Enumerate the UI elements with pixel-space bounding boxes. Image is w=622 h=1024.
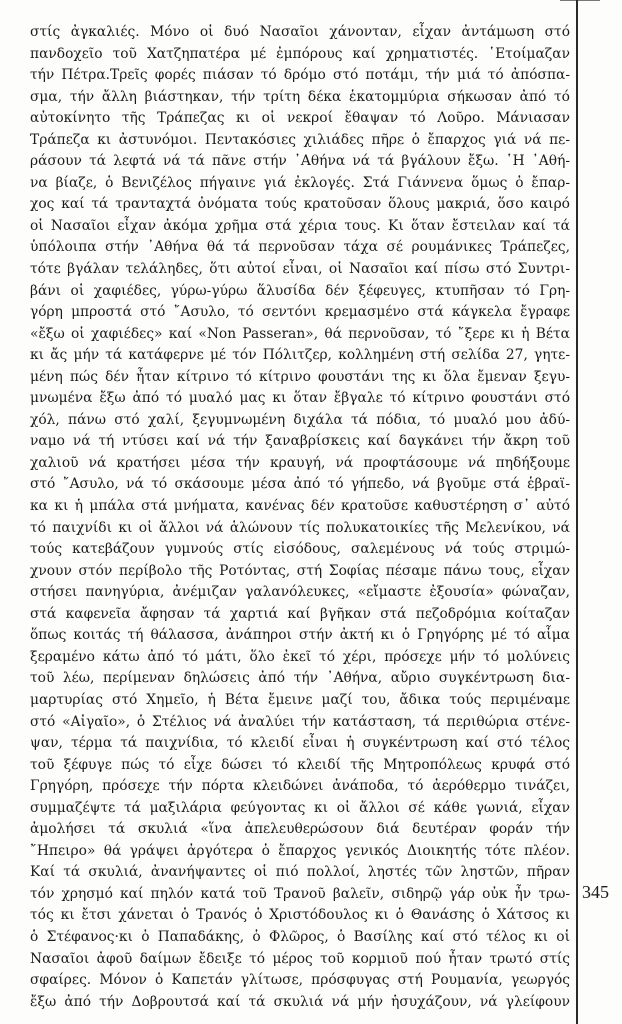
text-line: Γρηγόρη, πρόσεχε τήν πόρτα κλειδώνει ἀνάποδα, τό ἀερόθερμο τινάζει, bbox=[30, 778, 570, 795]
text-line: τό παιχνίδι κι οἱ ἄλλοι νά ἁλώνουν τίς πολυκατοικίες τῆς Μελενίκου, νά bbox=[30, 519, 570, 536]
text-line: τήν Πέτρα.Τρεῖς φορές πιάσαν τό δρόμο στό ποτάμι, τήν μιά τό ἀπόσπα- bbox=[30, 67, 570, 84]
body-text bbox=[30, 22, 570, 1013]
text-line: σμα, τήν ἄλλη βιάστηκαν, τήν τρίτη δέκα ἑκατομμύρια σήκωσαν ἀπό τό bbox=[30, 88, 570, 105]
text-line: στό «Αἰγαῖο», ὁ Στέλιος νά ἀναλύει τήν κατάσταση, τά περιθώρια στένε- bbox=[30, 713, 570, 730]
text-line: σφαίρες. Μόνον ὁ Καπετάν γλίτωσε, πρόσφυγας στή Ρουμανία, γεωργός bbox=[30, 972, 570, 989]
text-line: ψαν, τέρμα τά παιχνίδια, τό κλειδί εἶναι ἡ συγκέντρωση καί στό τέλος bbox=[30, 735, 570, 752]
text-line: ὁ Στέφανος·κι ὁ Παπαδάκης, ὁ Φλῶρος, ὁ Βασίλης καί στό τέλος κι οἱ bbox=[30, 928, 570, 945]
text-line: ὅπως κοιτάς τή θάλασσα, ἀνάπηροι στήν ἀκτή κι ὁ Γρηγόρης μέ τό αἷμα bbox=[30, 627, 570, 644]
text-line: χος καί τά τρανταχτά ὀνόματα τούς κρατοῦσαν ὅλους μακριά, ὅσο καιρό bbox=[30, 196, 570, 213]
text-line: στά καφενεῖα ἄφησαν τά χαρτιά καί βγῆκαν στά πεζοδρόμια κοίταζαν bbox=[30, 605, 570, 622]
text-line: «ἔξω οἱ χαφιέδες» καί «Non Passeran», θά περνοῦσαν, τό ῎ξερε κι ἡ Βέτα bbox=[30, 325, 570, 342]
text-line: Καί τά σκυλιά, ἀνανήψαντες οἱ πιό πολλοί, ληστές τῶν ληστῶν, πῆραν bbox=[30, 864, 570, 881]
text-line: τοῦ ξέφυγε πώς τό εἶχε δώσει τό κλειδί τῆς Μητροπόλεως κρυφά στό bbox=[30, 756, 570, 773]
text-line: τούς κατεβάζουν γυμνούς στίς εἰσόδους, σαλεμένους νά τούς στριμώ- bbox=[30, 541, 570, 558]
text-line: κι ἄς μήν τά κατάφερνε μέ τόν Πόλιτζερ, κολλημένη στή σελίδα 27, γητε- bbox=[30, 347, 570, 364]
text-line: πανδοχεῖο τοῦ Χατζηπατέρα μέ ἐμπόρους καί χρηματιστές. ῾Ετοίμαζαν bbox=[30, 45, 570, 62]
text-line: ὑπόλοιπα στήν ᾽Αθήνα θά τά περνοῦσαν τάχα σέ ρουμάνικες Τράπεζες, bbox=[30, 239, 570, 256]
text-line: τόν χρησμό καί πηλόν κατά τοῦ Τρανοῦ βαλεῖν, σιδηρῷ γάρ οὐκ ἦν τρω- bbox=[30, 885, 570, 902]
text-line: βάνι οἱ χαφιέδες, γύρω-γύρω ἅλυσίδα δέν ξέφευγες, κτυπῆσαν τό Γρη- bbox=[30, 282, 570, 299]
text-line: χνουν στόν περίβολο τῆς Ροτόντας, στή Σοφίας πέσαμε πάνω τους, εἶχαν bbox=[30, 562, 570, 579]
top-edge-rule bbox=[560, 0, 600, 1]
text-line: ῎Ηπειρο» θά γράψει ἀργότερα ὁ ἔπαρχος γενικός Διοικητής τότε πλέον. bbox=[30, 842, 570, 859]
text-line: να βίαζε, ὁ Βενιζέλος πήγαινε γιά ἐκλογές. Στά Γιάννενα ὅμως ὁ ἔπαρ- bbox=[30, 174, 570, 191]
text-line: τοῦ λέω, περίμεναν δηλώσεις ἀπό τήν ᾽Αθήνα, αὔριο συγκέντρωση δια- bbox=[30, 670, 570, 687]
text-line: τός κι ἔτσι χάνεται ὁ Τρανός ὁ Χριστόδουλος κι ὁ Θανάσης ὁ Χάτσος κι bbox=[30, 907, 570, 924]
text-line: ἀμολήσει τά σκυλιά «ἵνα ἀπελευθερώσουν διά δευτέραν φοράν τήν bbox=[30, 821, 570, 838]
text-line: ἔξω ἀπό τήν Δοβρουτσά καί τά σκυλιά νά μήν ἡσυχάζουν, νά γλείφουν bbox=[30, 993, 570, 1010]
text-line: ξεραμένο κάτω ἀπό τό μάτι, ὅλο ἐκεῖ τό χέρι, πρόσεχε μήν τό μολύνεις bbox=[30, 648, 570, 665]
text-line: μένη πώς δέν ἦταν κίτρινο τό κίτρινο φουστάνι της κι ὅλα ἔμεναν ξεγυ- bbox=[30, 368, 570, 385]
text-line: τότε βγάλαν τελάληδες, ὅτι αὐτοί εἶναι, οἱ Νασαῖοι καί πίσω στό Συντρι- bbox=[30, 261, 570, 278]
text-line: μνωμένα ἔξω ἀπό τό μυαλό μας κι ὅταν ἔβγαλε τό κίτρινο φουστάνι στό bbox=[30, 390, 570, 407]
text-line: στίς ἀγκαλιές. Μόνο οἱ δυό Νασαῖοι χάνονταν, εἶχαν ἀντάμωση στό bbox=[30, 24, 570, 40]
text-line: στήσει πανηγύρια, ἀνέμιζαν γαλανόλευκες, «εἴμαστε ἐξουσία» φώναζαν, bbox=[30, 584, 570, 601]
text-line: γόρη μπροστά στό ῎Ασυλο, τό σεντόνι κρεμασμένο στά κάγκελα ἔγραφε bbox=[30, 304, 570, 321]
text-line: στό ῎Ασυλο, νά τό σκάσουμε μέσα ἀπό τό γήπεδο, νά βγοῦμε στά ἑβραϊ- bbox=[30, 476, 570, 493]
text-line: μαρτυρίας στό Χημεῖο, ἡ Βέτα ἔμεινε μαζί του, ἄδικα τούς περιμέναμε bbox=[30, 691, 570, 708]
text-line: ράσουν τά λεφτά νά τά πᾶνε στήν ᾽Αθήνα νά τά βγάλουν ἔξω. ῾Η ᾽Αθή- bbox=[30, 153, 570, 170]
text-line: χαλιοῦ νά κρατήσει μέσα τήν κραυγή, νά προφτάσουμε νά πηδήξουμε bbox=[30, 454, 570, 471]
text-line: χόλ, πάνω στό χαλί, ξεγυμνωμένη διχάλα τά πόδια, τό μυαλό μου ἀδύ- bbox=[30, 411, 570, 428]
text-line: αὐτοκίνητο τῆς Τράπεζας κι οἱ νεκροί ἔθαψαν τό Λοῦρο. Μάνιασαν bbox=[30, 110, 570, 127]
text-line: Τράπεζα κι ἀστυνόμοι. Πεντακόσιες χιλιάδες πῆρε ὁ ἔπαρχος γιά νά πε- bbox=[30, 131, 570, 148]
text-line: οἱ Νασαῖοι εἶχαν ἀκόμα χρῆμα στά χέρια τους. Κι ὅταν ἔστειλαν καί τά bbox=[30, 217, 570, 234]
text-line: συμμαζέψτε τά μαξιλάρια φεύγοντας κι οἱ ἄλλοι σέ κάθε γωνιά, εἶχαν bbox=[30, 799, 570, 816]
text-line: κα κι ἡ μπάλα στά μνήματα, κανένας δέν κρατοῦσε καθυστέρηση σ᾽ αὐτό bbox=[30, 498, 570, 515]
margin-rule bbox=[576, 0, 578, 1024]
text-line: Νασαῖοι ἀφοῦ δαίμων ἔδειξε τό μέρος τοῦ κορμιοῦ πού ἦταν τρωτό στίς bbox=[30, 950, 570, 967]
text-line: ναμο νά τή ντύσει καί νά τήν ξαναβρίσκεις καί δαγκάνει τήν ἄκρη τοῦ bbox=[30, 433, 570, 450]
page-number: 345 bbox=[582, 882, 609, 902]
